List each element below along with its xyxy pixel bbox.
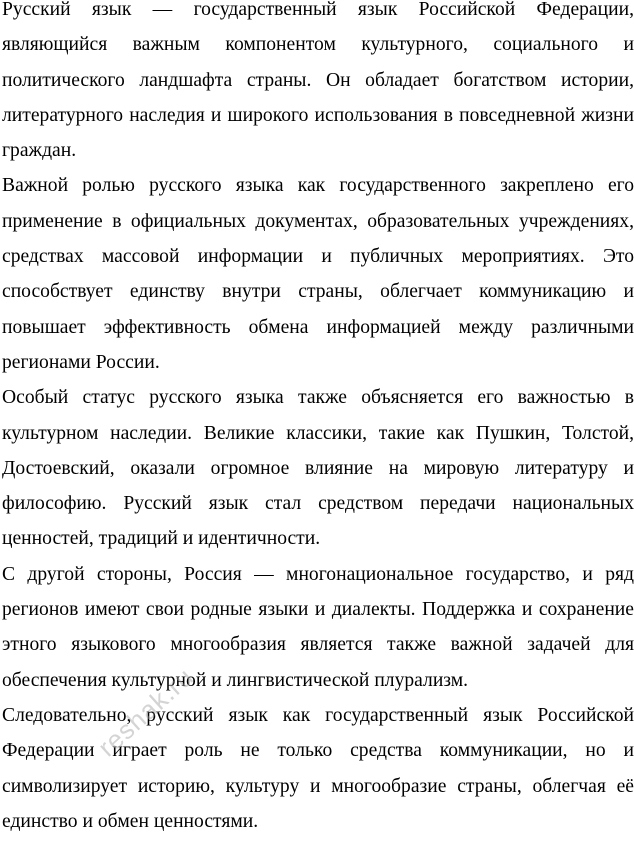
paragraph-4: С другой стороны, Россия — многонациональное государство, и ряд регионов имеют свои родные языки и диалекты. Поддержка и сохранение этного языкового многообразия является также важной задачей для обеспечения культурной и лингвистической плурализм. <box>2 563 634 691</box>
paragraph-1: Русский язык — государственный язык Российской Федерации, являющийся важным компонентом культурного, социального и политического ландшафта страны. Он обладает богатством истории, литературного наследия и широкого использования в повседневной жизни граждан. <box>2 0 634 162</box>
document-page <box>2 0 634 839</box>
watermark-logo: reshak.ru <box>92 661 200 763</box>
paragraph-3: Особый статус русского языка также объясняется его важностью в культурном наследии. Великие классики, такие как Пушкин, Толстой, Достоевский, оказали огромное влияние на мировую литературу и философию. Русский язык стал средством передачи национальных ценностей, традиций и идентичности. <box>2 387 634 550</box>
paragraph-5: Следовательно, русский язык как государственный язык Российской Федерации играет роль не только средства коммуникации, но и символизирует историю, культуру и многообразие страны, облегчая её единство и обмен ценностями. <box>2 704 634 832</box>
paragraph-2: Важной ролью русского языка как государственного закреплено его применение в официальных документах, образовательных учреждениях, средствах массовой информации и публичных мероприятиях. Это способствует единству внутри страны, облегчает коммуникацию и повышает эффективность обмена информацией между различными регионами России. <box>2 175 634 373</box>
